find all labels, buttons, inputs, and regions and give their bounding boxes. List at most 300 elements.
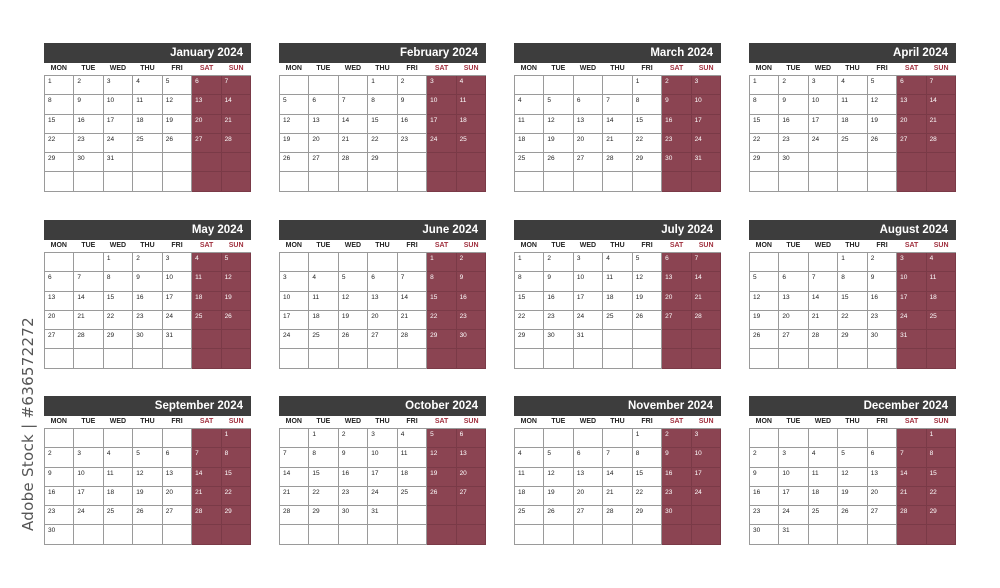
weekday-header xyxy=(749,240,956,252)
day-cell: 23 xyxy=(457,311,486,330)
day-cell: 6 xyxy=(868,448,897,467)
day-cell xyxy=(192,330,221,349)
day-cell: 15 xyxy=(750,115,779,134)
day-cell: 6 xyxy=(662,253,691,272)
day-cell xyxy=(163,429,192,448)
day-cell: 16 xyxy=(779,115,808,134)
day-cell: 22 xyxy=(104,311,133,330)
day-cell: 7 xyxy=(603,95,632,114)
day-cell xyxy=(868,525,897,544)
weekday-header xyxy=(44,63,251,75)
weekday-label: FRI xyxy=(406,418,418,425)
day-cell: 30 xyxy=(662,506,691,525)
weekday-label: SAT xyxy=(199,242,214,249)
day-cell: 20 xyxy=(368,311,397,330)
day-cell: 21 xyxy=(927,115,956,134)
day-cell xyxy=(809,153,838,172)
day-cell xyxy=(927,172,956,191)
weekday-label: SAT xyxy=(904,242,919,249)
day-cell: 23 xyxy=(662,487,691,506)
day-cell xyxy=(427,349,456,368)
day-grid xyxy=(44,252,251,369)
day-cell: 3 xyxy=(809,76,838,95)
day-cell xyxy=(368,525,397,544)
day-cell xyxy=(544,76,573,95)
day-cell: 18 xyxy=(104,487,133,506)
weekday-label: THU xyxy=(375,65,390,72)
day-cell: 10 xyxy=(104,95,133,114)
day-cell: 7 xyxy=(398,272,427,291)
day-cell: 24 xyxy=(163,311,192,330)
day-cell: 17 xyxy=(163,292,192,311)
weekday-label: SUN xyxy=(463,65,479,72)
weekday-label: SUN xyxy=(463,242,479,249)
day-cell: 12 xyxy=(750,292,779,311)
day-cell: 18 xyxy=(927,292,956,311)
day-cell: 6 xyxy=(574,448,603,467)
day-cell xyxy=(457,172,486,191)
day-cell: 8 xyxy=(633,448,662,467)
day-cell: 20 xyxy=(779,311,808,330)
day-cell: 1 xyxy=(927,429,956,448)
weekday-label: MON xyxy=(755,65,772,72)
day-cell xyxy=(838,153,867,172)
day-cell: 26 xyxy=(868,134,897,153)
day-cell xyxy=(163,349,192,368)
day-cell: 18 xyxy=(603,292,632,311)
day-cell: 20 xyxy=(574,134,603,153)
day-cell: 9 xyxy=(339,448,368,467)
day-cell: 20 xyxy=(457,468,486,487)
day-cell: 28 xyxy=(398,330,427,349)
weekday-label: TUE xyxy=(551,242,566,249)
month-title: November 2024 xyxy=(514,396,721,416)
day-cell: 25 xyxy=(809,506,838,525)
day-cell: 20 xyxy=(662,292,691,311)
day-cell: 23 xyxy=(74,134,103,153)
day-cell: 19 xyxy=(633,292,662,311)
day-cell: 1 xyxy=(222,429,251,448)
day-cell: 2 xyxy=(868,253,897,272)
weekday-label: FRI xyxy=(641,242,653,249)
day-cell: 5 xyxy=(222,253,251,272)
day-cell: 25 xyxy=(457,134,486,153)
weekday-label: SUN xyxy=(933,418,949,425)
day-cell xyxy=(222,153,251,172)
day-cell: 9 xyxy=(544,272,573,291)
day-cell xyxy=(133,429,162,448)
day-cell: 13 xyxy=(574,468,603,487)
day-cell xyxy=(779,349,808,368)
day-cell: 14 xyxy=(222,95,251,114)
day-cell: 28 xyxy=(74,330,103,349)
weekday-label: FRI xyxy=(641,418,653,425)
day-cell xyxy=(133,525,162,544)
day-cell: 24 xyxy=(897,311,926,330)
day-cell: 21 xyxy=(897,487,926,506)
day-cell: 17 xyxy=(368,468,397,487)
day-cell: 15 xyxy=(515,292,544,311)
day-cell xyxy=(192,525,221,544)
day-cell: 18 xyxy=(838,115,867,134)
day-cell xyxy=(104,525,133,544)
day-cell: 21 xyxy=(222,115,251,134)
day-cell: 26 xyxy=(280,153,309,172)
weekday-label: SAT xyxy=(904,418,919,425)
day-cell: 29 xyxy=(633,506,662,525)
month-may xyxy=(44,220,251,369)
day-cell xyxy=(222,349,251,368)
weekday-label: TUE xyxy=(786,65,801,72)
day-cell: 4 xyxy=(457,76,486,95)
day-cell: 27 xyxy=(163,506,192,525)
day-cell xyxy=(163,172,192,191)
day-cell xyxy=(750,429,779,448)
day-cell: 16 xyxy=(750,487,779,506)
day-cell: 19 xyxy=(868,115,897,134)
weekday-label: SAT xyxy=(669,418,684,425)
day-cell: 1 xyxy=(633,76,662,95)
day-cell: 18 xyxy=(515,487,544,506)
day-cell: 7 xyxy=(927,76,956,95)
day-cell: 19 xyxy=(838,487,867,506)
day-cell xyxy=(750,172,779,191)
day-cell xyxy=(692,172,721,191)
day-cell xyxy=(515,76,544,95)
day-cell: 5 xyxy=(750,272,779,291)
weekday-label: FRI xyxy=(641,65,653,72)
day-cell xyxy=(603,429,632,448)
day-cell: 21 xyxy=(74,311,103,330)
day-cell: 10 xyxy=(692,448,721,467)
day-cell xyxy=(368,349,397,368)
weekday-label: WED xyxy=(814,65,832,72)
day-cell xyxy=(74,253,103,272)
day-cell xyxy=(74,172,103,191)
day-cell xyxy=(339,253,368,272)
day-cell xyxy=(868,153,897,172)
day-cell: 26 xyxy=(750,330,779,349)
day-cell xyxy=(662,525,691,544)
day-grid xyxy=(749,252,956,369)
day-cell: 29 xyxy=(515,330,544,349)
day-cell: 18 xyxy=(133,115,162,134)
day-cell: 4 xyxy=(309,272,338,291)
day-cell: 8 xyxy=(927,448,956,467)
day-cell: 8 xyxy=(427,272,456,291)
day-cell: 10 xyxy=(809,95,838,114)
day-cell: 2 xyxy=(45,448,74,467)
day-cell xyxy=(927,349,956,368)
day-cell xyxy=(662,349,691,368)
weekday-label: THU xyxy=(610,65,625,72)
day-cell: 23 xyxy=(750,506,779,525)
day-grid xyxy=(44,428,251,545)
day-cell: 30 xyxy=(133,330,162,349)
day-cell: 17 xyxy=(280,311,309,330)
day-cell: 9 xyxy=(662,448,691,467)
weekday-label: SUN xyxy=(698,418,714,425)
day-cell xyxy=(280,253,309,272)
weekday-label: FRI xyxy=(406,242,418,249)
day-cell: 6 xyxy=(779,272,808,291)
day-cell: 26 xyxy=(838,506,867,525)
day-cell: 21 xyxy=(603,134,632,153)
day-cell xyxy=(280,76,309,95)
day-cell xyxy=(309,349,338,368)
day-cell xyxy=(633,172,662,191)
day-cell: 20 xyxy=(574,487,603,506)
day-cell: 3 xyxy=(897,253,926,272)
day-cell xyxy=(897,525,926,544)
weekday-label: SUN xyxy=(228,418,244,425)
day-cell: 12 xyxy=(633,272,662,291)
day-cell: 11 xyxy=(133,95,162,114)
day-cell: 19 xyxy=(133,487,162,506)
day-cell xyxy=(133,153,162,172)
day-cell: 11 xyxy=(927,272,956,291)
day-cell xyxy=(603,330,632,349)
day-cell: 17 xyxy=(574,292,603,311)
weekday-label: THU xyxy=(610,418,625,425)
stock-watermark: Adobe Stock | #636572272 xyxy=(19,317,37,531)
day-cell: 5 xyxy=(544,95,573,114)
month-november xyxy=(514,396,721,545)
day-cell: 16 xyxy=(662,115,691,134)
day-cell: 24 xyxy=(779,506,808,525)
day-cell: 20 xyxy=(192,115,221,134)
day-cell: 5 xyxy=(868,76,897,95)
day-cell: 11 xyxy=(104,468,133,487)
month-december xyxy=(749,396,956,545)
day-cell: 28 xyxy=(280,506,309,525)
day-cell: 22 xyxy=(750,134,779,153)
day-cell xyxy=(280,525,309,544)
day-cell xyxy=(457,349,486,368)
day-cell xyxy=(427,525,456,544)
day-cell: 13 xyxy=(574,115,603,134)
weekday-header xyxy=(44,416,251,428)
day-cell: 27 xyxy=(897,134,926,153)
day-cell: 6 xyxy=(457,429,486,448)
day-cell: 30 xyxy=(544,330,573,349)
day-cell: 17 xyxy=(692,115,721,134)
day-cell: 21 xyxy=(692,292,721,311)
day-cell: 10 xyxy=(692,95,721,114)
day-cell: 8 xyxy=(45,95,74,114)
day-cell xyxy=(398,349,427,368)
day-cell: 5 xyxy=(544,448,573,467)
day-cell: 16 xyxy=(868,292,897,311)
day-cell: 3 xyxy=(427,76,456,95)
day-cell xyxy=(398,525,427,544)
day-cell: 28 xyxy=(603,153,632,172)
day-cell: 18 xyxy=(192,292,221,311)
day-cell: 28 xyxy=(897,506,926,525)
day-cell: 17 xyxy=(779,487,808,506)
day-grid xyxy=(749,428,956,545)
day-cell: 21 xyxy=(280,487,309,506)
weekday-label: SAT xyxy=(434,418,449,425)
day-cell: 4 xyxy=(927,253,956,272)
day-cell: 8 xyxy=(309,448,338,467)
weekday-label: SUN xyxy=(228,65,244,72)
month-title: July 2024 xyxy=(514,220,721,240)
day-cell: 10 xyxy=(574,272,603,291)
day-cell: 21 xyxy=(398,311,427,330)
day-cell: 16 xyxy=(339,468,368,487)
day-cell: 28 xyxy=(927,134,956,153)
day-cell xyxy=(309,253,338,272)
month-title: February 2024 xyxy=(279,43,486,63)
day-cell xyxy=(927,153,956,172)
weekday-label: MON xyxy=(50,418,67,425)
day-cell: 6 xyxy=(897,76,926,95)
weekday-label: SUN xyxy=(933,65,949,72)
day-cell: 4 xyxy=(838,76,867,95)
weekday-header xyxy=(44,240,251,252)
weekday-label: WED xyxy=(109,65,127,72)
day-cell: 17 xyxy=(104,115,133,134)
day-cell: 14 xyxy=(192,468,221,487)
day-cell xyxy=(927,330,956,349)
day-cell: 3 xyxy=(692,429,721,448)
weekday-header xyxy=(514,240,721,252)
day-cell xyxy=(309,525,338,544)
day-cell: 20 xyxy=(897,115,926,134)
day-cell xyxy=(457,506,486,525)
day-cell: 4 xyxy=(104,448,133,467)
day-cell: 14 xyxy=(927,95,956,114)
day-cell: 19 xyxy=(163,115,192,134)
day-cell: 22 xyxy=(838,311,867,330)
day-cell: 27 xyxy=(192,134,221,153)
month-march xyxy=(514,43,721,192)
weekday-label: SAT xyxy=(199,65,214,72)
weekday-label: WED xyxy=(579,242,597,249)
day-cell: 17 xyxy=(427,115,456,134)
day-cell: 15 xyxy=(427,292,456,311)
day-cell: 2 xyxy=(662,429,691,448)
day-cell: 14 xyxy=(280,468,309,487)
day-cell: 15 xyxy=(633,468,662,487)
month-january xyxy=(44,43,251,192)
day-cell: 2 xyxy=(544,253,573,272)
day-cell: 27 xyxy=(868,506,897,525)
day-cell xyxy=(868,172,897,191)
day-cell xyxy=(192,153,221,172)
day-cell: 5 xyxy=(280,95,309,114)
day-cell: 30 xyxy=(779,153,808,172)
day-cell: 6 xyxy=(163,448,192,467)
day-cell xyxy=(339,76,368,95)
month-july xyxy=(514,220,721,369)
day-cell: 12 xyxy=(544,468,573,487)
day-cell xyxy=(280,349,309,368)
day-cell: 22 xyxy=(633,134,662,153)
day-cell: 10 xyxy=(779,468,808,487)
day-cell: 23 xyxy=(133,311,162,330)
day-cell xyxy=(633,525,662,544)
day-cell xyxy=(838,429,867,448)
weekday-label: WED xyxy=(344,242,362,249)
day-cell: 29 xyxy=(633,153,662,172)
day-cell: 2 xyxy=(339,429,368,448)
weekday-label: SAT xyxy=(199,418,214,425)
month-june xyxy=(279,220,486,369)
day-cell: 27 xyxy=(368,330,397,349)
day-cell: 28 xyxy=(809,330,838,349)
day-cell xyxy=(692,349,721,368)
day-cell xyxy=(574,349,603,368)
day-cell: 12 xyxy=(339,292,368,311)
day-cell: 3 xyxy=(280,272,309,291)
day-cell: 12 xyxy=(868,95,897,114)
day-cell xyxy=(309,172,338,191)
day-cell: 22 xyxy=(309,487,338,506)
day-cell: 17 xyxy=(692,468,721,487)
day-cell: 16 xyxy=(74,115,103,134)
day-cell: 11 xyxy=(515,468,544,487)
day-cell: 16 xyxy=(662,468,691,487)
day-cell xyxy=(838,172,867,191)
day-cell: 12 xyxy=(163,95,192,114)
day-cell: 3 xyxy=(163,253,192,272)
day-cell xyxy=(192,429,221,448)
day-cell: 25 xyxy=(133,134,162,153)
day-cell: 25 xyxy=(927,311,956,330)
day-cell: 31 xyxy=(692,153,721,172)
day-cell: 30 xyxy=(868,330,897,349)
day-cell: 31 xyxy=(574,330,603,349)
day-cell: 9 xyxy=(868,272,897,291)
day-cell: 12 xyxy=(133,468,162,487)
day-cell: 11 xyxy=(398,448,427,467)
day-cell: 29 xyxy=(427,330,456,349)
day-cell xyxy=(339,525,368,544)
day-cell: 15 xyxy=(368,115,397,134)
day-cell: 7 xyxy=(222,76,251,95)
day-cell xyxy=(692,506,721,525)
month-title: March 2024 xyxy=(514,43,721,63)
day-cell xyxy=(398,506,427,525)
day-grid xyxy=(514,428,721,545)
day-cell: 28 xyxy=(339,153,368,172)
day-cell xyxy=(809,429,838,448)
day-cell: 9 xyxy=(662,95,691,114)
month-title: May 2024 xyxy=(44,220,251,240)
day-cell: 6 xyxy=(574,95,603,114)
day-cell: 27 xyxy=(45,330,74,349)
weekday-label: TUE xyxy=(316,242,331,249)
day-cell: 1 xyxy=(515,253,544,272)
day-cell: 13 xyxy=(368,292,397,311)
day-cell xyxy=(544,172,573,191)
weekday-label: FRI xyxy=(171,242,183,249)
day-cell: 8 xyxy=(104,272,133,291)
day-cell xyxy=(398,153,427,172)
day-cell xyxy=(309,76,338,95)
day-cell: 28 xyxy=(192,506,221,525)
month-title: April 2024 xyxy=(749,43,956,63)
day-cell xyxy=(163,525,192,544)
weekday-label: MON xyxy=(285,418,302,425)
weekday-label: TUE xyxy=(551,418,566,425)
day-cell: 15 xyxy=(927,468,956,487)
weekday-label: SAT xyxy=(669,242,684,249)
day-cell: 5 xyxy=(427,429,456,448)
day-cell xyxy=(163,153,192,172)
